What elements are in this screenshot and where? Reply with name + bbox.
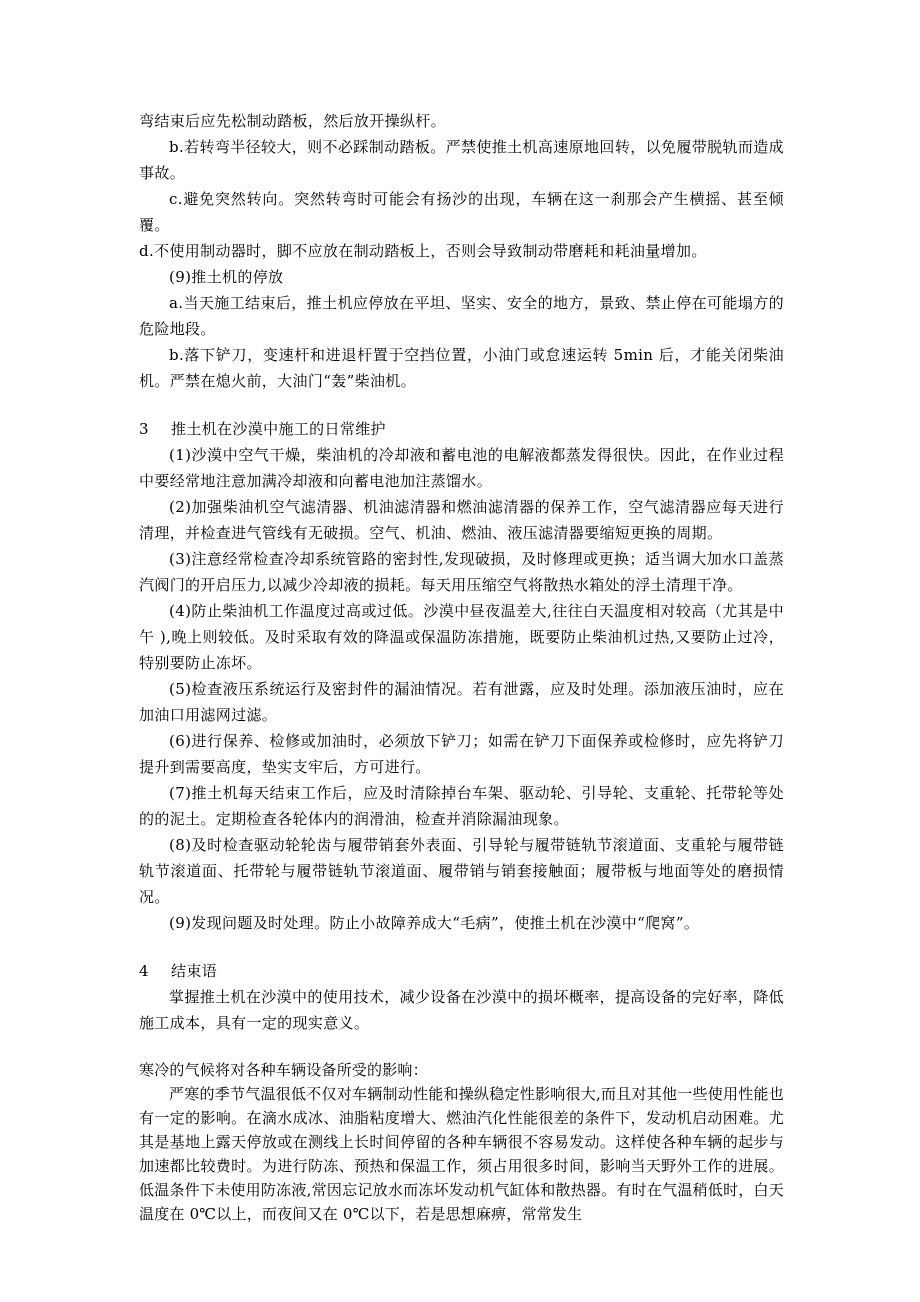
paragraph-turning-b: b.若转弯半径较大，则不必踩制动踏板。严禁使推土机高速原地回转，以免履带脱轨而造成事故。 xyxy=(139,138,784,182)
maintenance-item-9: (9)发现问题及时处理。防止小故障养成大“毛病”，使推土机在沙漠中“爬窝”。 xyxy=(169,914,700,932)
maintenance-item-2: (2)加强柴油机空气滤清器、机油滤清器和燃油滤清器的保养工作，空气滤清器应每天进行清理，并检查进气管线有无破损。空气、机油、燃油、液压滤清器要缩短更换的周期。 xyxy=(139,498,784,542)
document-page xyxy=(139,108,784,1226)
maintenance-item-7: (7)推土机每天结束工作后，应及时清除掉台车架、驱动轮、引导轮、支重轮、托带轮等处的的泥土。定期检查各轮体内的润滑油，检查并消除漏油现象。 xyxy=(139,784,784,828)
section-3-number: 3 xyxy=(139,420,149,438)
subheading-parking: (9)推土机的停放 xyxy=(169,268,284,286)
maintenance-item-1: (1)沙漠中空气干燥，柴油机的冷却液和蓄电池的电解液都蒸发得很快。因此，在作业过程中要经常地注意加满冷却液和向蓄电池加注蒸馏水。 xyxy=(139,446,784,490)
maintenance-item-5: (5)检查液压系统运行及密封件的漏油情况。若有泄露，应及时处理。添加液压油时，应在加油口用滤网过滤。 xyxy=(139,680,784,724)
cold-weather-section xyxy=(139,1058,784,1226)
maintenance-item-4: (4)防止柴油机工作温度过高或过低。沙漠中昼夜温差大,往往白天温度相对较高（尤其是中午 ),晚上则较低。及时采取有效的降温或保温防冻措施，既要防止柴油机过热,又要防止过冷，特别要防止冻坏。 xyxy=(139,602,784,672)
section-3-title: 推土机在沙漠中施工的日常维护 xyxy=(171,420,386,438)
section-4-title: 结束语 xyxy=(171,962,218,980)
paragraph-turning-end: 弯结束后应先松制动踏板，然后放开操纵杆。 xyxy=(139,112,447,130)
spacer xyxy=(139,394,784,416)
section-4-heading xyxy=(139,958,784,984)
conclusion-paragraph: 掌握推土机在沙漠中的使用技术，减少设备在沙漠中的损坏概率，提高设备的完好率，降低施工成本，具有一定的现实意义。 xyxy=(139,988,784,1032)
paragraph-turning-d: d.不使用制动器时，脚不应放在制动踏板上，否则会导致制动带磨耗和耗油量增加。 xyxy=(139,242,707,260)
cold-weather-title: 寒冷的气候将对各种车辆设备所受的影响： xyxy=(139,1061,428,1079)
maintenance-item-6: (6)进行保养、检修或加油时，必须放下铲刀；如需在铲刀下面保养或检修时，应先将铲刀提升到需要高度，垫实支牢后，方可进行。 xyxy=(139,732,784,776)
paragraph-turning-c: c.避免突然转向。突然转弯时可能会有扬沙的出现，车辆在这一刹那会产生横摇、甚至倾覆。 xyxy=(139,190,784,234)
paragraph-parking-b: b.落下铲刀，变速杆和进退杆置于空挡位置，小油门或怠速运转 5min 后，才能关闭柴油机。严禁在熄火前，大油门“轰”柴油机。 xyxy=(139,346,784,390)
section-4-number: 4 xyxy=(139,962,149,980)
spacer xyxy=(139,1036,784,1058)
paragraph-parking-a: a.当天施工结束后，推土机应停放在平坦、坚实、安全的地方，景致、禁止停在可能塌方的危险地段。 xyxy=(139,294,784,338)
section-3-heading xyxy=(139,416,784,442)
cold-weather-paragraph: 严寒的季节气温很低不仅对车辆制动性能和操纵稳定性影响很大,而且对其他一些使用性能也有一定的影响。在滴水成冰、油脂粘度增大、燃油汽化性能很差的条件下，发动机启动困难。尤其是基地上露天停放或在测线上长时间停留的各种车辆很不容易发动。这样使各种车辆的起步与加速都比较费时。为进行防冻、预热和保温工作，须占用很多时间，影响当天野外工作的进展。低温条件下未使用防冻液,常因忘记放水而冻坏发动机气缸体和散热器。有时在气温稍低时，白天温度在 0℃以上，而夜间又在 0℃以下，若是思想麻痹，常常发生 xyxy=(139,1085,784,1223)
maintenance-item-8: (8)及时检查驱动轮轮齿与履带销套外表面、引导轮与履带链轨节滚道面、支重轮与履带链轨节滚道面、托带轮与履带链轨节滚道面、履带销与销套接触面；履带板与地面等处的磨损情况。 xyxy=(139,836,784,906)
spacer xyxy=(139,936,784,958)
maintenance-item-3: (3)注意经常检查冷却系统管路的密封性,发现破损，及时修理或更换；适当调大加水口盖蒸汽阀门的开启压力,以减少冷却液的损耗。每天用压缩空气将散热水箱处的浮土清理干净。 xyxy=(139,550,784,594)
